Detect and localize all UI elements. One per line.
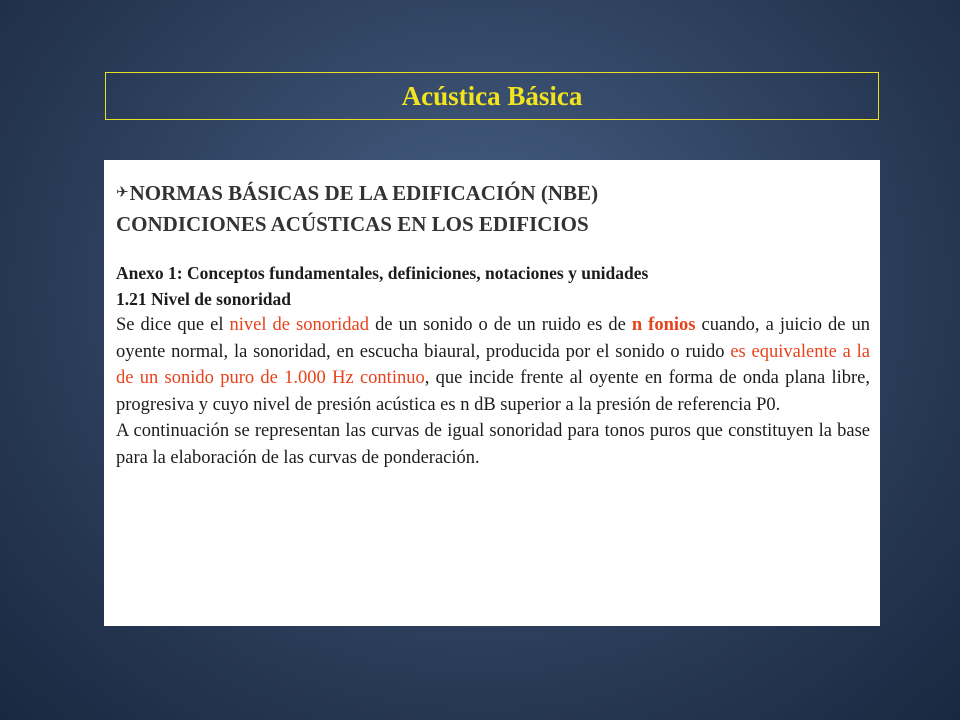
highlight-n-fonios: n fonios [631,315,696,335]
definition-paragraph: Se dice que el nivel de sonoridad de un sonido o de un ruido es de n fonios cuando, a juicio de un oyente normal, la sonoridad, en escucha biaural, producida por el sonido o ruido es equivalente a la de un sonido puro de 1.000 Hz continuo, que incide frente al oyente en forma de onda plana libre, progresiva y cuyo nivel de presión acústica es n dB superior a la presión de referencia P0. [116,315,871,415]
heading-line-1: ✈NORMAS BÁSICAS DE LA EDIFICACIÓN (NBE) [116,181,599,205]
heading [116,178,870,240]
highlight-nivel-de-sonoridad: nivel de sonoridad [229,315,370,335]
title-box [105,72,879,120]
heading-line-2: CONDICIONES ACÚSTICAS EN LOS EDIFICIOS [116,212,589,236]
continuation-paragraph: A continuación se representan las curvas de igual sonoridad para tonos puros que constituyen la base para la elaboración de las curvas de ponderación. [116,421,870,468]
arrow-bullet-icon: ✈ [116,185,129,201]
section-heading: 1.21 Nivel de sonoridad [116,289,292,309]
content-box [104,160,880,626]
highlight-equivalente: es equivalente a la de un sonido puro de 1.000 Hz continuo [116,341,870,388]
annex-heading: Anexo 1: Conceptos fundamentales, definiciones, notaciones y unidades [116,263,649,283]
slide-title: Acústica Básica [401,80,583,111]
